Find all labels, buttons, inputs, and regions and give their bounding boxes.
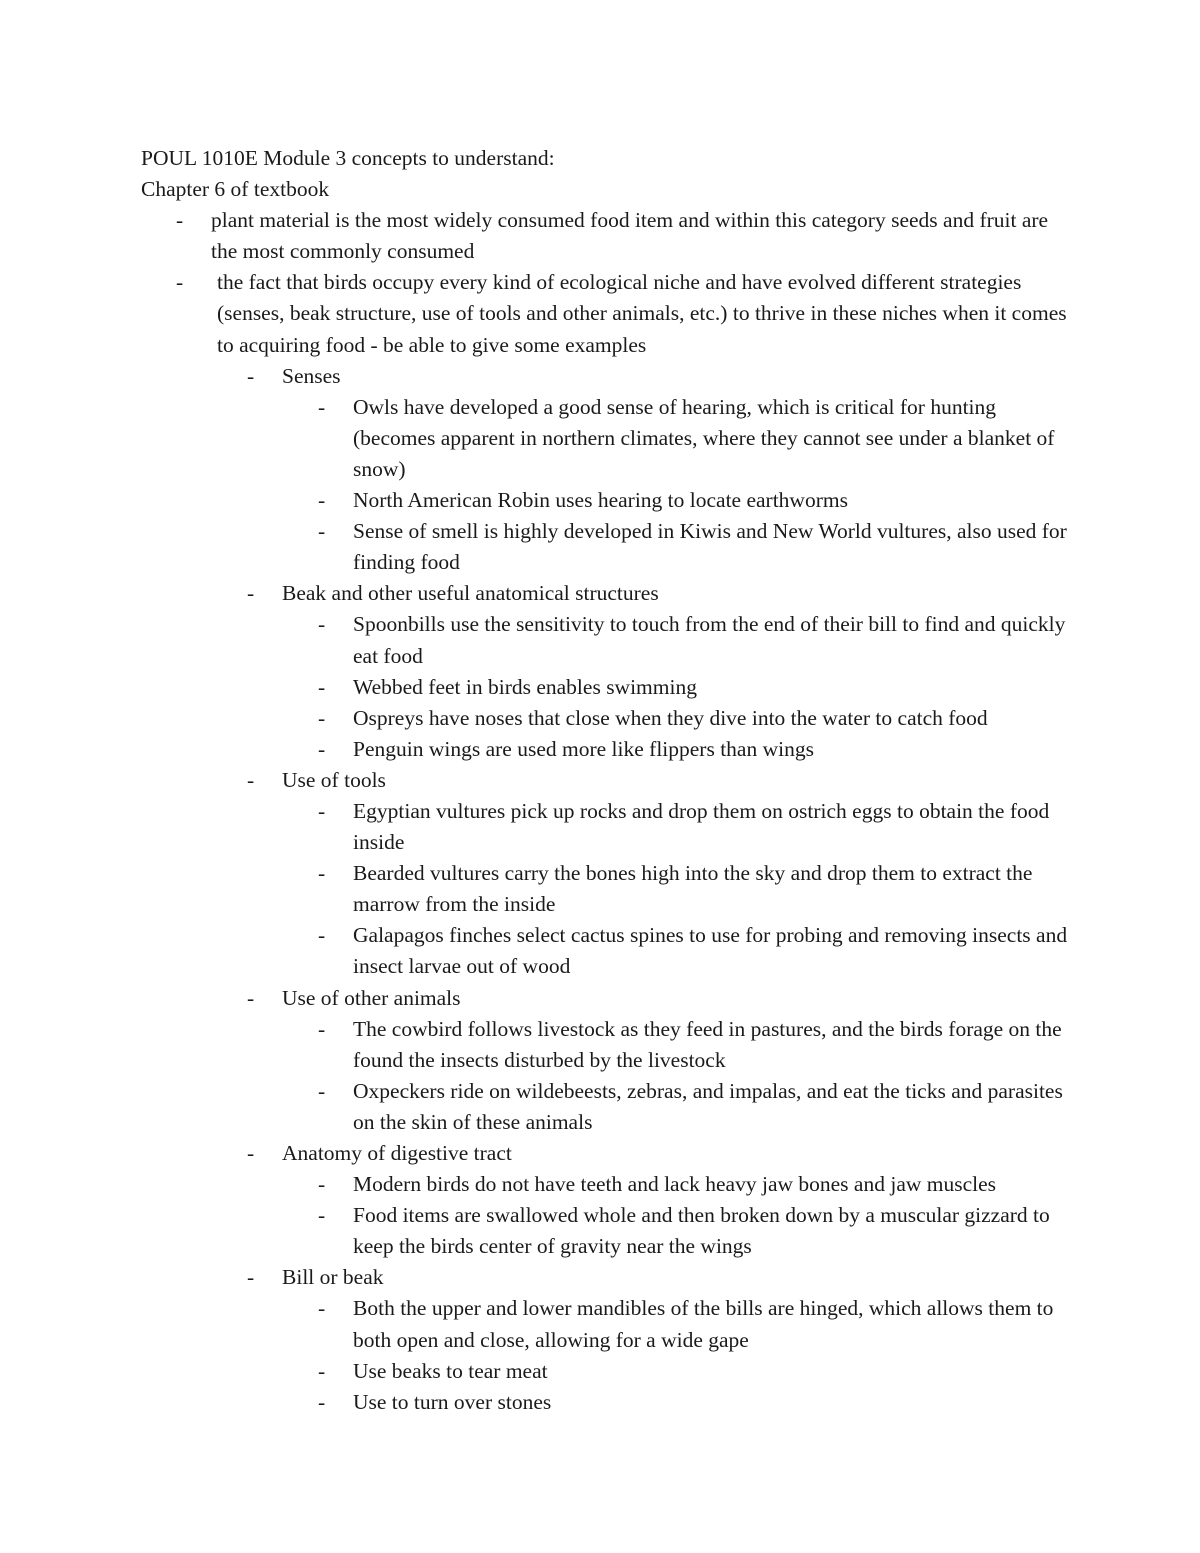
example-text: Oxpeckers ride on wildebeests, zebras, and impalas, and eat the ticks and parasites on the skin of these animals [353,1078,1063,1134]
example-text: North American Robin uses hearing to locate earthworms [353,488,848,513]
dash-bullet: - [247,1265,255,1290]
dash-bullet: - [318,861,326,886]
dash-bullet: - [318,1296,326,1321]
example-item [141,703,1071,734]
dash-bullet: - [176,270,184,295]
category-item [141,361,1071,579]
example-list [141,1169,1071,1262]
example-item [141,1387,1071,1418]
example-item [141,1200,1071,1262]
document-body [141,143,1071,1418]
list-item-text: the fact that birds occupy every kind of ecological niche and have evolved different strategies (senses, beak structure, use of tools and other animals, etc.) to thrive in these niches when it comes to acquiring food - be able to give some examples [217,270,1067,357]
example-item [141,1356,1071,1387]
example-item [141,1076,1071,1138]
example-item [141,734,1071,765]
example-item [141,1169,1071,1200]
category-item [141,1262,1071,1417]
dash-bullet: - [318,923,326,948]
dash-bullet: - [247,581,255,606]
dash-bullet: - [318,674,326,699]
dash-bullet: - [318,1172,326,1197]
example-text: Galapagos finches select cactus spines to use for probing and removing insects and insect larvae out of wood [353,923,1068,979]
example-text: Webbed feet in birds enables swimming [353,674,697,699]
dash-bullet: - [318,1078,326,1103]
document-title: POUL 1010E Module 3 concepts to understand: [141,146,555,170]
category-item [141,983,1071,1138]
list-item [141,267,1071,1417]
category-label: Use of tools [282,767,386,792]
example-item [141,796,1071,858]
example-item [141,609,1071,671]
example-text: Ospreys have noses that close when they dive into the water to catch food [353,705,988,730]
dash-bullet: - [318,1389,326,1414]
dash-bullet: - [318,736,326,761]
example-text: Spoonbills use the sensitivity to touch from the end of their bill to find and quickly eat food [353,612,1066,668]
example-text: Bearded vultures carry the bones high into the sky and drop them to extract the marrow from the inside [353,861,1033,917]
chapter-heading: Chapter 6 of textbook [141,177,330,202]
example-item [141,392,1071,485]
dash-bullet: - [318,1203,326,1228]
category-label: Beak and other useful anatomical structures [282,581,659,606]
dash-bullet: - [318,488,326,513]
example-item [141,485,1071,516]
example-list [141,392,1071,579]
example-list [141,1014,1071,1138]
example-text: The cowbird follows livestock as they feed in pastures, and the birds forage on the found the insects disturbed by the livestock [353,1016,1062,1072]
category-label: Senses [282,363,341,388]
category-label: Bill or beak [282,1265,384,1290]
example-text: Use to turn over stones [353,1389,552,1414]
dash-bullet: - [247,767,255,792]
example-item [141,858,1071,920]
example-text: Sense of smell is highly developed in Kiwis and New World vultures, also used for finding food [353,519,1067,575]
category-item [141,765,1071,983]
category-label: Anatomy of digestive tract [282,1141,512,1165]
list-item-text: plant material is the most widely consumed food item and within this category seeds and fruit are the most commonly consumed [211,208,1049,264]
example-item [141,1293,1071,1355]
example-text: Use beaks to tear meat [353,1358,548,1383]
example-text: Food items are swallowed whole and then broken down by a muscular gizzard to keep the birds center of gravity near the wings [353,1203,1050,1259]
dash-bullet: - [318,1016,326,1041]
dash-bullet: - [318,612,326,637]
example-item [141,672,1071,703]
example-item [141,920,1071,982]
example-list [141,796,1071,983]
dash-bullet: - [318,1358,326,1383]
dash-bullet: - [247,985,255,1010]
dash-bullet: - [318,705,326,730]
category-item [141,1138,1071,1262]
example-text: Egyptian vultures pick up rocks and drop them on ostrich eggs to obtain the food inside [353,798,1050,855]
list-item [141,205,1071,267]
example-text: Owls have developed a good sense of hearing, which is critical for hunting (becomes apparent in northern climates, where they cannot see under a blanket of snow) [353,394,1055,481]
example-list [141,1293,1071,1417]
dash-bullet: - [247,1141,255,1165]
dash-bullet: - [247,363,255,388]
category-item [141,578,1071,765]
example-item [141,1014,1071,1076]
dash-bullet: - [176,208,184,233]
dash-bullet: - [318,519,326,544]
example-text: Penguin wings are used more like flippers than wings [353,736,814,761]
dash-bullet: - [318,798,326,823]
category-label: Use of other animals [282,985,461,1010]
example-item [141,516,1071,578]
example-text: Both the upper and lower mandibles of the bills are hinged, which allows them to both open and close, allowing for a wide gape [353,1296,1054,1352]
dash-bullet: - [318,394,326,419]
example-list [141,609,1071,764]
top-level-list [141,205,1071,1418]
strategy-categories [141,361,1071,1418]
example-text: Modern birds do not have teeth and lack heavy jaw bones and jaw muscles [353,1172,997,1197]
